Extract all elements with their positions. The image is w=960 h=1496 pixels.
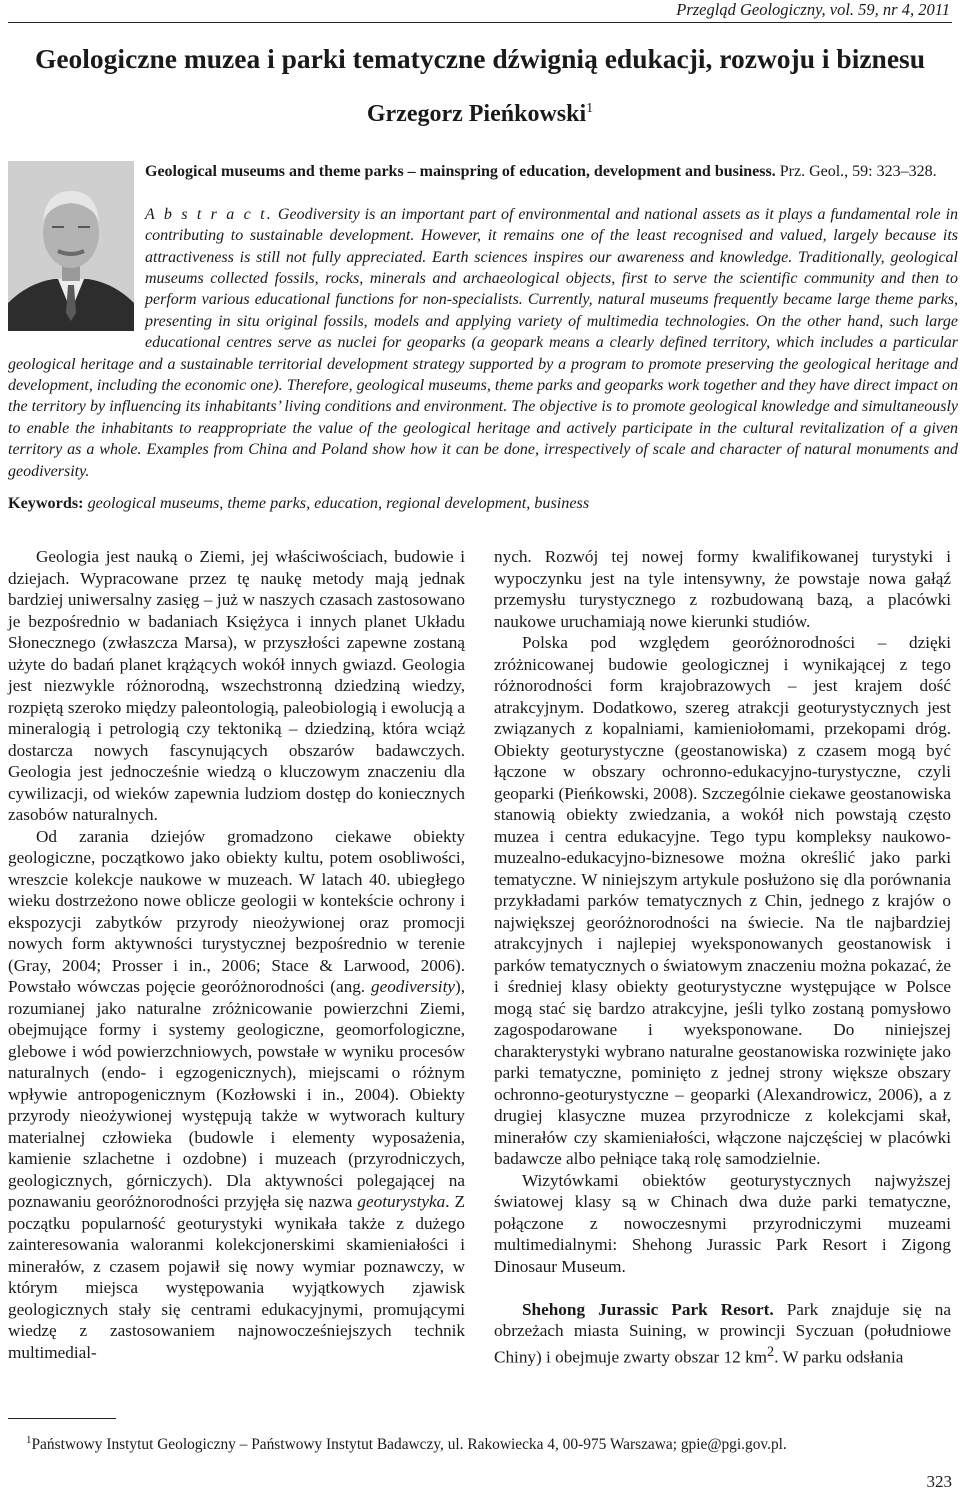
section-heading-shehong: Shehong Jurassic Park Resort. [522, 1299, 774, 1319]
term-geodiversity: geodiversity [370, 977, 455, 996]
author-line [0, 94, 960, 129]
article-title: Geologiczne muzea i parki tematyczne dźwignią edukacji, rozwoju i biznesu [34, 43, 926, 74]
footnote [26, 1430, 946, 1455]
paragraph: nych. Rozwój tej nowej formy kwalifikowanej turystyki i wypoczynku jest na tyle intensywny, że powstaje nowa gałąź przemysłu turystycznego z rozbudowaną bazą, a placówki naukowe uruchamiają nowe kierunki studiów. [494, 547, 951, 631]
page-number: 323 [926, 1472, 952, 1491]
abstract-label: A b s t r a c t. [145, 205, 273, 223]
footnote-rule [8, 1418, 116, 1419]
paragraph: Od zarania dziejów gromadzono ciekawe obiekty geologiczne, początkowo jako obiekty kultu, potem osobliwości, wreszcie kolekcje naukowe w muzeach. W latach 40. ubiegłego wieku dostrzeżono nowe oblicze geologii w kontekście ochrony i ekspozycji zabytków przyrody nieożywionej oraz promocji nowych form aktywności turystycznej bezpośrednio w terenie (Gray, 2004; Prosser i in., 2006; Stace & Larwood, 2006). Powstało wówczas pojęcie georóżnorodności (ang. geodiversity), rozumianej jako naturalne zróżnicowanie powierzchni Ziemi, obejmujące formy i systemy geologiczne, geomorfologiczne, glebowe i wód powierzchniowych, powstałe w wyniku procesów naturalnych (endo- i egzogenicznych), miejscami o różnym wpływie antropogenicznym (Kozłowski i in., 2004). Obiekty przyrody nieożywionej występują także w wytworach kultury materialnej człowieka (budowle i elementy wyposażenia, kamienie szlachetne i ozdobne) i muzeach (przyrodniczych, geologicznych, górniczych). Dla aktywności polegającej na poznawaniu georóżnorodności przyjęła się nazwa geoturystyka. Z początku popularność geoturystyki wynikała także z dużego zainteresowania waloranmi kolekcjonerskimi skamieniałości i minerałów, z czasem pojawił się nowy wymiar poznawczy, w którym miejsca występowania wyjątkowych zjawisk geologicznych stały się centrami edukacyjnymi, promującymi wiedzę z zastosowaniem najnowocześniejszych technik multimedial- [8, 826, 466, 1362]
body-column-right [494, 546, 951, 1368]
header-rule [8, 22, 952, 23]
term-geoturystyka: geoturystyka [357, 1192, 446, 1211]
paragraph: Shehong Jurassic Park Resort. Park znajduje się na obrzeżach miasta Suining, w prowincji Syczuan (południowe Chiny) i obejmuje zwarty obszar 12 $km^2$. W parku odsłania [494, 1299, 951, 1367]
running-header: Przegląd Geologiczny, vol. 59, nr 4, 2011 [676, 0, 950, 19]
author-name: Grzegorz Pieńkowski [366, 101, 587, 127]
paragraph: Wizytówkami obiektów geoturystycznych najwyższej światowej klasy są w Chinach dwa duże parki tematyczne, połączone z nowoczesnymi przyrodniczymi muzeami multimedialnymi: Shehong Jurassic Park Resort i Zigong Dinosaur Museum. [494, 1170, 951, 1276]
paragraph: Geologia jest nauką o Ziemi, jej właściwościach, budowie i dziejach. Wypracowane przez tę naukę metody mają jednak bardziej uniwersalny zasięg – już w naszych czasach zastosowano je bezpośrednio w badaniach Księżyca i innych planet Układu Słonecznego (zwłaszcza Marsa), w przyszłości zapewne zostaną użyte do badań planet krążących wokół innych gwiazd. Geologia jest niezwykle różnorodną, wszechstronną dziedziną wiedzy, rozpiętą szeroko między paleontologią, paleobiologią i ewolucją a mineralogią i petrologią czy tektoniką – dziedziną, która wciąż dostarcza nowych fascynujących obszarów badawczych. Geologia jest jednocześnie wiedzą o kluczowym znaczeniu dla cywilizacji, od wieków zapewnia ludziom dostęp do koniecznych zasobów naturalnych. [8, 547, 465, 824]
abstract-citation-ref: Prz. Geol. [779, 163, 845, 180]
body-column-left [8, 546, 465, 1363]
keywords-line [8, 492, 948, 514]
keywords-text: geological museums, theme parks, education, regional development, business [87, 494, 590, 512]
footnote-mark: 1 [26, 1434, 32, 1446]
abstract-citation: Geological museums and theme parks – mainspring of education, development and business. [145, 163, 776, 180]
keywords-label: Keywords: [8, 494, 84, 512]
author-footnote-mark: 1 [586, 101, 594, 116]
paragraph: Polska pod względem georóżnorodności – dzięki zróżnicowanej budowie geologicznej i wynikającej z tego różnorodności form krajobrazowych – jest krajem dość atrakcyjnym. Dodatkowo, szereg atrakcji geoturystycznych jest związanych z kopalniami, kamieniołomami, przekopami dróg. Obiekty geoturystyczne (geostanowiska) z czasem mogą być łączone w obszary ochronno-edukacyjno-turystyczne, czyli geoparki (Pieńkowski, 2008). Szczególnie ciekawe geostanowiska stanowią obiekty zwiedzania, a wokół nich powstają często muzea i centra edukacyjne. Tego typu kompleksy naukowo-muzealno-edukacyjno-biznesowe można określić jako parki tematyczne. W niniejszym artykule posłużono się dla porównania przykładami parków tematycznych z Chin, jednego z krajów o największej georóżnorodności na świecie. Na tle najbardziej atrakcyjnych i najlepiej wyeksponowanych geostanowisk i parków tematycznych o światowym znaczeniu można pokazać, że i średniej klasy obiekty geoturystyczne występujące w Polsce mogą stać się bardzo atrakcyjne, jeśli tylko zostaną pomysłowo zagospodarowane i wyeksponowane. Do niniejszej charakterystyki wybrano naturalne geostanowiska rozwinięte jako parki tematyczne, pominięto z jednej strony większe obszary ochronno-geoturystyczne – geoparki (Alexandrowicz, 2006), a z drugiej klasyczne muzea przyrodnicze z kolekcjami skał, minerałów czy skamieniałości, włączone najczęściej w placówki badawcze albo pełniące taką rolę samodzielnie. [494, 633, 951, 1168]
abstract-citation-pages: , 59: 323–328. [844, 163, 937, 180]
abstract-block [8, 161, 958, 482]
footnote-text: Państwowy Instytut Geologiczny – Państwowy Instytut Badawczy, ul. Rakowiecka 4, 00-975 Warszawa; gpie@pgi.gov.pl. [31, 1436, 787, 1454]
abstract-text: Geodiversity is an important part of environmental and national assets as it plays a fundamental role in contributing to sustainable development. However, it remains one of the least recognised and valued, largely because its attractiveness is still not fully appreciated. Earth sciences inspires our awareness and knowledge. Traditionally, geological museums collected fossils, rocks, minerals and archaeological objects, first to serve the scientific community and then to perform various educational functions for non-specialists. Currently, natural museums frequently became large theme parks, presenting in situ original fossils, models and applying variety of multimedia technologies. On the other hand, such large educational centres serve as nuclei for geoparks (a geopark means a clearly defined territory, which includes a particular geological heritage and a sustainable territorial development strategy supported by a program to promote preserving the geological heritage and development, including the economic one). Therefore, geological museums, theme parks and geoparks work together and they have direct impact on the territory by influencing its inhabitants’ living conditions and environment. The objective is to promote geological knowledge and simultaneously to enable the inhabitants to reappropriate the value of the geological heritage and actively participate in the cultural revitalization of a given territory as a whole. Examples from China and Poland show how it can be done, irrespectively of scale and character of natural monuments and geodiversity. [8, 205, 959, 480]
